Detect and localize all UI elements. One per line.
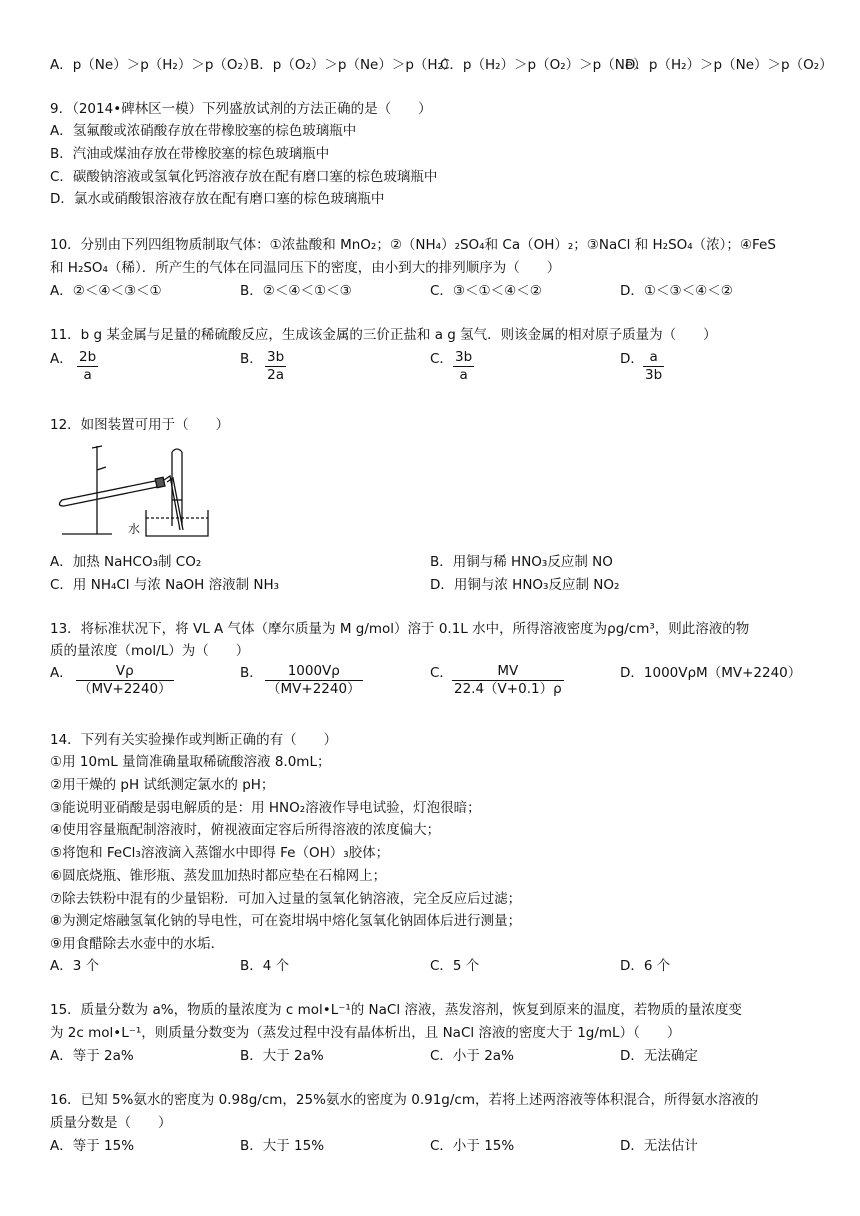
q14-option-b: B．4 个: [240, 958, 290, 974]
q11-option-a-label: A．: [50, 351, 73, 367]
q14-item: ⑥圆底烧瓶、锥形瓶、蒸发皿加热时都应垫在石棉网上；: [50, 868, 387, 884]
q11-option-d-fraction: [643, 349, 664, 384]
q12-option-c: C．用 NH₄Cl 与浓 NaOH 溶液制 NH₃: [50, 577, 280, 593]
q16-option-a: A．等于 15%: [50, 1138, 135, 1154]
q16-stem-line1: 16．已知 5%氨水的密度为 0.98g/cm，25%氨水的密度为 0.91g/cm，若将上述两溶液等体积混合，所得氨水溶液的: [50, 1092, 759, 1108]
q16-stem-line2: 质量分数是（ ）: [50, 1115, 172, 1131]
q13-option-a-fraction: [76, 663, 174, 698]
q9-stem: 9．（2014•碑林区一模）下列盛放试剂的方法正确的是（ ）: [50, 101, 432, 117]
q13-option-b-label: B．: [240, 665, 263, 681]
q13-option-a-label: A．: [50, 665, 73, 681]
q12-stem: 12．如图装置可用于（ ）: [50, 417, 230, 433]
q11-option-b-fraction: [265, 349, 286, 384]
q11-option-d-label: D．: [620, 351, 644, 367]
q11-option-a-fraction: [77, 349, 98, 384]
q14-item: ⑦除去铁粉中混有的少量铝粉．可加入过量的氢氧化钠溶液，完全反应后过滤；: [50, 891, 522, 907]
q8-option-b: B．p（O₂）＞p（Ne）＞p（H₂）: [250, 57, 457, 73]
q16-option-d: D．无法估计: [620, 1138, 698, 1154]
q14-item: ⑨用食醋除去水壶中的水垢．: [50, 936, 225, 952]
fraction-denominator: a: [83, 367, 92, 383]
q8-option-c: C．p（H₂）＞p（O₂）＞p（Ne）: [440, 57, 647, 73]
q15-option-b: B．大于 2a%: [240, 1048, 324, 1064]
q14-option-c: C．5 个: [430, 958, 480, 974]
q13-option-d: D．1000VρM（MV+2240）: [620, 665, 802, 681]
fraction-numerator: 2b: [79, 349, 97, 365]
q14-item: ②用干燥的 pH 试纸测定氯水的 pH；: [50, 777, 275, 793]
q8-option-a: A．p（Ne）＞p（H₂）＞p（O₂）: [50, 57, 257, 73]
q9-option-b: B．汽油或煤油存放在带橡胶塞的棕色玻璃瓶中: [50, 146, 330, 162]
q10-option-c: C．③＜①＜④＜②: [430, 283, 542, 299]
q14-option-d: D．6 个: [620, 958, 671, 974]
q9-option-d: D．氯水或硝酸银溶液存放在配有磨口塞的棕色玻璃瓶中: [50, 191, 385, 207]
q14-item: ④使用容量瓶配制溶液时，俯视液面定容后所得溶液的浓度偏大；: [50, 822, 441, 838]
q8-option-d: D．p（H₂）＞p（Ne）＞p（O₂）: [625, 57, 833, 73]
q13-option-c-label: C．: [430, 665, 453, 681]
water-label: 水: [128, 522, 141, 536]
fraction-numerator: Vρ: [76, 663, 174, 681]
q15-option-d: D．无法确定: [620, 1048, 698, 1064]
q10-option-d: D．①＜③＜④＜②: [620, 283, 733, 299]
q13-option-c-fraction: [452, 663, 564, 698]
fraction-denominator: 2a: [267, 367, 285, 383]
fraction-denominator: a: [459, 367, 468, 383]
fraction-denominator: （MV+2240）: [267, 681, 361, 697]
q11-option-c-label: C．: [430, 351, 453, 367]
q10-stem-line1: 10．分别由下列四组物质制取气体：①浓盐酸和 MnO₂；②（NH₄）₂SO₄和 Ca（OH）₂；③NaCl 和 H₂SO₄（浓）；④FeS: [50, 237, 776, 253]
q14-item: ③能说明亚硝酸是弱电解质的是：用 HNO₂溶液作导电试验，灯泡很暗；: [50, 800, 481, 816]
q15-option-c: C．小于 2a%: [430, 1048, 514, 1064]
fraction-denominator: 3b: [645, 367, 663, 383]
q12-option-d: D．用铜与浓 HNO₃反应制 NO₂: [430, 577, 620, 593]
q12-option-a: A．加热 NaHCO₃制 CO₂: [50, 554, 202, 570]
q13-stem-line1: 13．将标准状况下，将 VL A 气体（摩尔质量为 M g/mol）溶于 0.1L 水中，所得溶液密度为ρg/cm³，则此溶液的物: [50, 621, 750, 637]
q14-item: ①用 10mL 量筒准确量取稀硫酸溶液 8.0mL；: [50, 754, 331, 770]
q14-item: ⑧为测定熔融氢氧化钠的导电性，可在瓷坩埚中熔化氢氧化钠固体后进行测量；: [50, 913, 522, 929]
q9-option-c: C．碳酸钠溶液或氢氧化钙溶液存放在配有磨口塞的棕色玻璃瓶中: [50, 169, 438, 185]
q11-option-c-fraction: [453, 349, 474, 384]
fraction-numerator: MV: [452, 663, 564, 681]
q12-option-b: B．用铜与稀 HNO₃反应制 NO: [430, 554, 613, 570]
q15-option-a: A．等于 2a%: [50, 1048, 134, 1064]
q15-stem-line2: 为 2c mol•L⁻¹，则质量分数变为（蒸发过程中没有晶体析出，且 NaCl 溶液的密度大于 1g/mL）（ ）: [50, 1025, 681, 1041]
fraction-denominator: （MV+2240）: [78, 681, 172, 697]
q14-item: ⑤将饱和 FeCl₃溶液滴入蒸馏水中即得 Fe（OH）₃胶体；: [50, 845, 390, 861]
q11-option-b-label: B．: [240, 351, 263, 367]
q10-stem-line2: 和 H₂SO₄（稀）．所产生的气体在同温同压下的密度，由小到大的排列顺序为（ ）: [50, 260, 561, 276]
q15-stem-line1: 15．质量分数为 a%，物质的量浓度为 c mol•L⁻¹的 NaCl 溶液，蒸发溶剂，恢复到原来的温度，若物质的量浓度变: [50, 1002, 742, 1018]
fraction-numerator: 3b: [267, 349, 285, 365]
q13-option-b-fraction: [265, 663, 363, 698]
q13-stem-line2: 质的量浓度（mol/L）为（ ）: [50, 643, 250, 659]
q11-stem: 11．b g 某金属与足量的稀硫酸反应，生成该金属的三价正盐和 a g 氢气．则该金属的相对原子质量为（ ）: [50, 327, 717, 343]
q10-option-a: A．②＜④＜③＜①: [50, 283, 162, 299]
fraction-numerator: a: [643, 349, 664, 367]
q16-option-b: B．大于 15%: [240, 1138, 325, 1154]
q9-option-a: A．氢氟酸或浓硝酸存放在带橡胶塞的棕色玻璃瓶中: [50, 123, 357, 139]
q10-option-b: B．②＜④＜①＜③: [240, 283, 352, 299]
q14-stem: 14．下列有关实验操作或判断正确的有（ ）: [50, 732, 338, 748]
fraction-denominator: 22.4（V+0.1）ρ: [454, 681, 562, 697]
q14-option-a: A．3 个: [50, 958, 100, 974]
fraction-numerator: 1000Vρ: [265, 663, 363, 681]
q16-option-c: C．小于 15%: [430, 1138, 515, 1154]
fraction-numerator: 3b: [455, 349, 473, 365]
